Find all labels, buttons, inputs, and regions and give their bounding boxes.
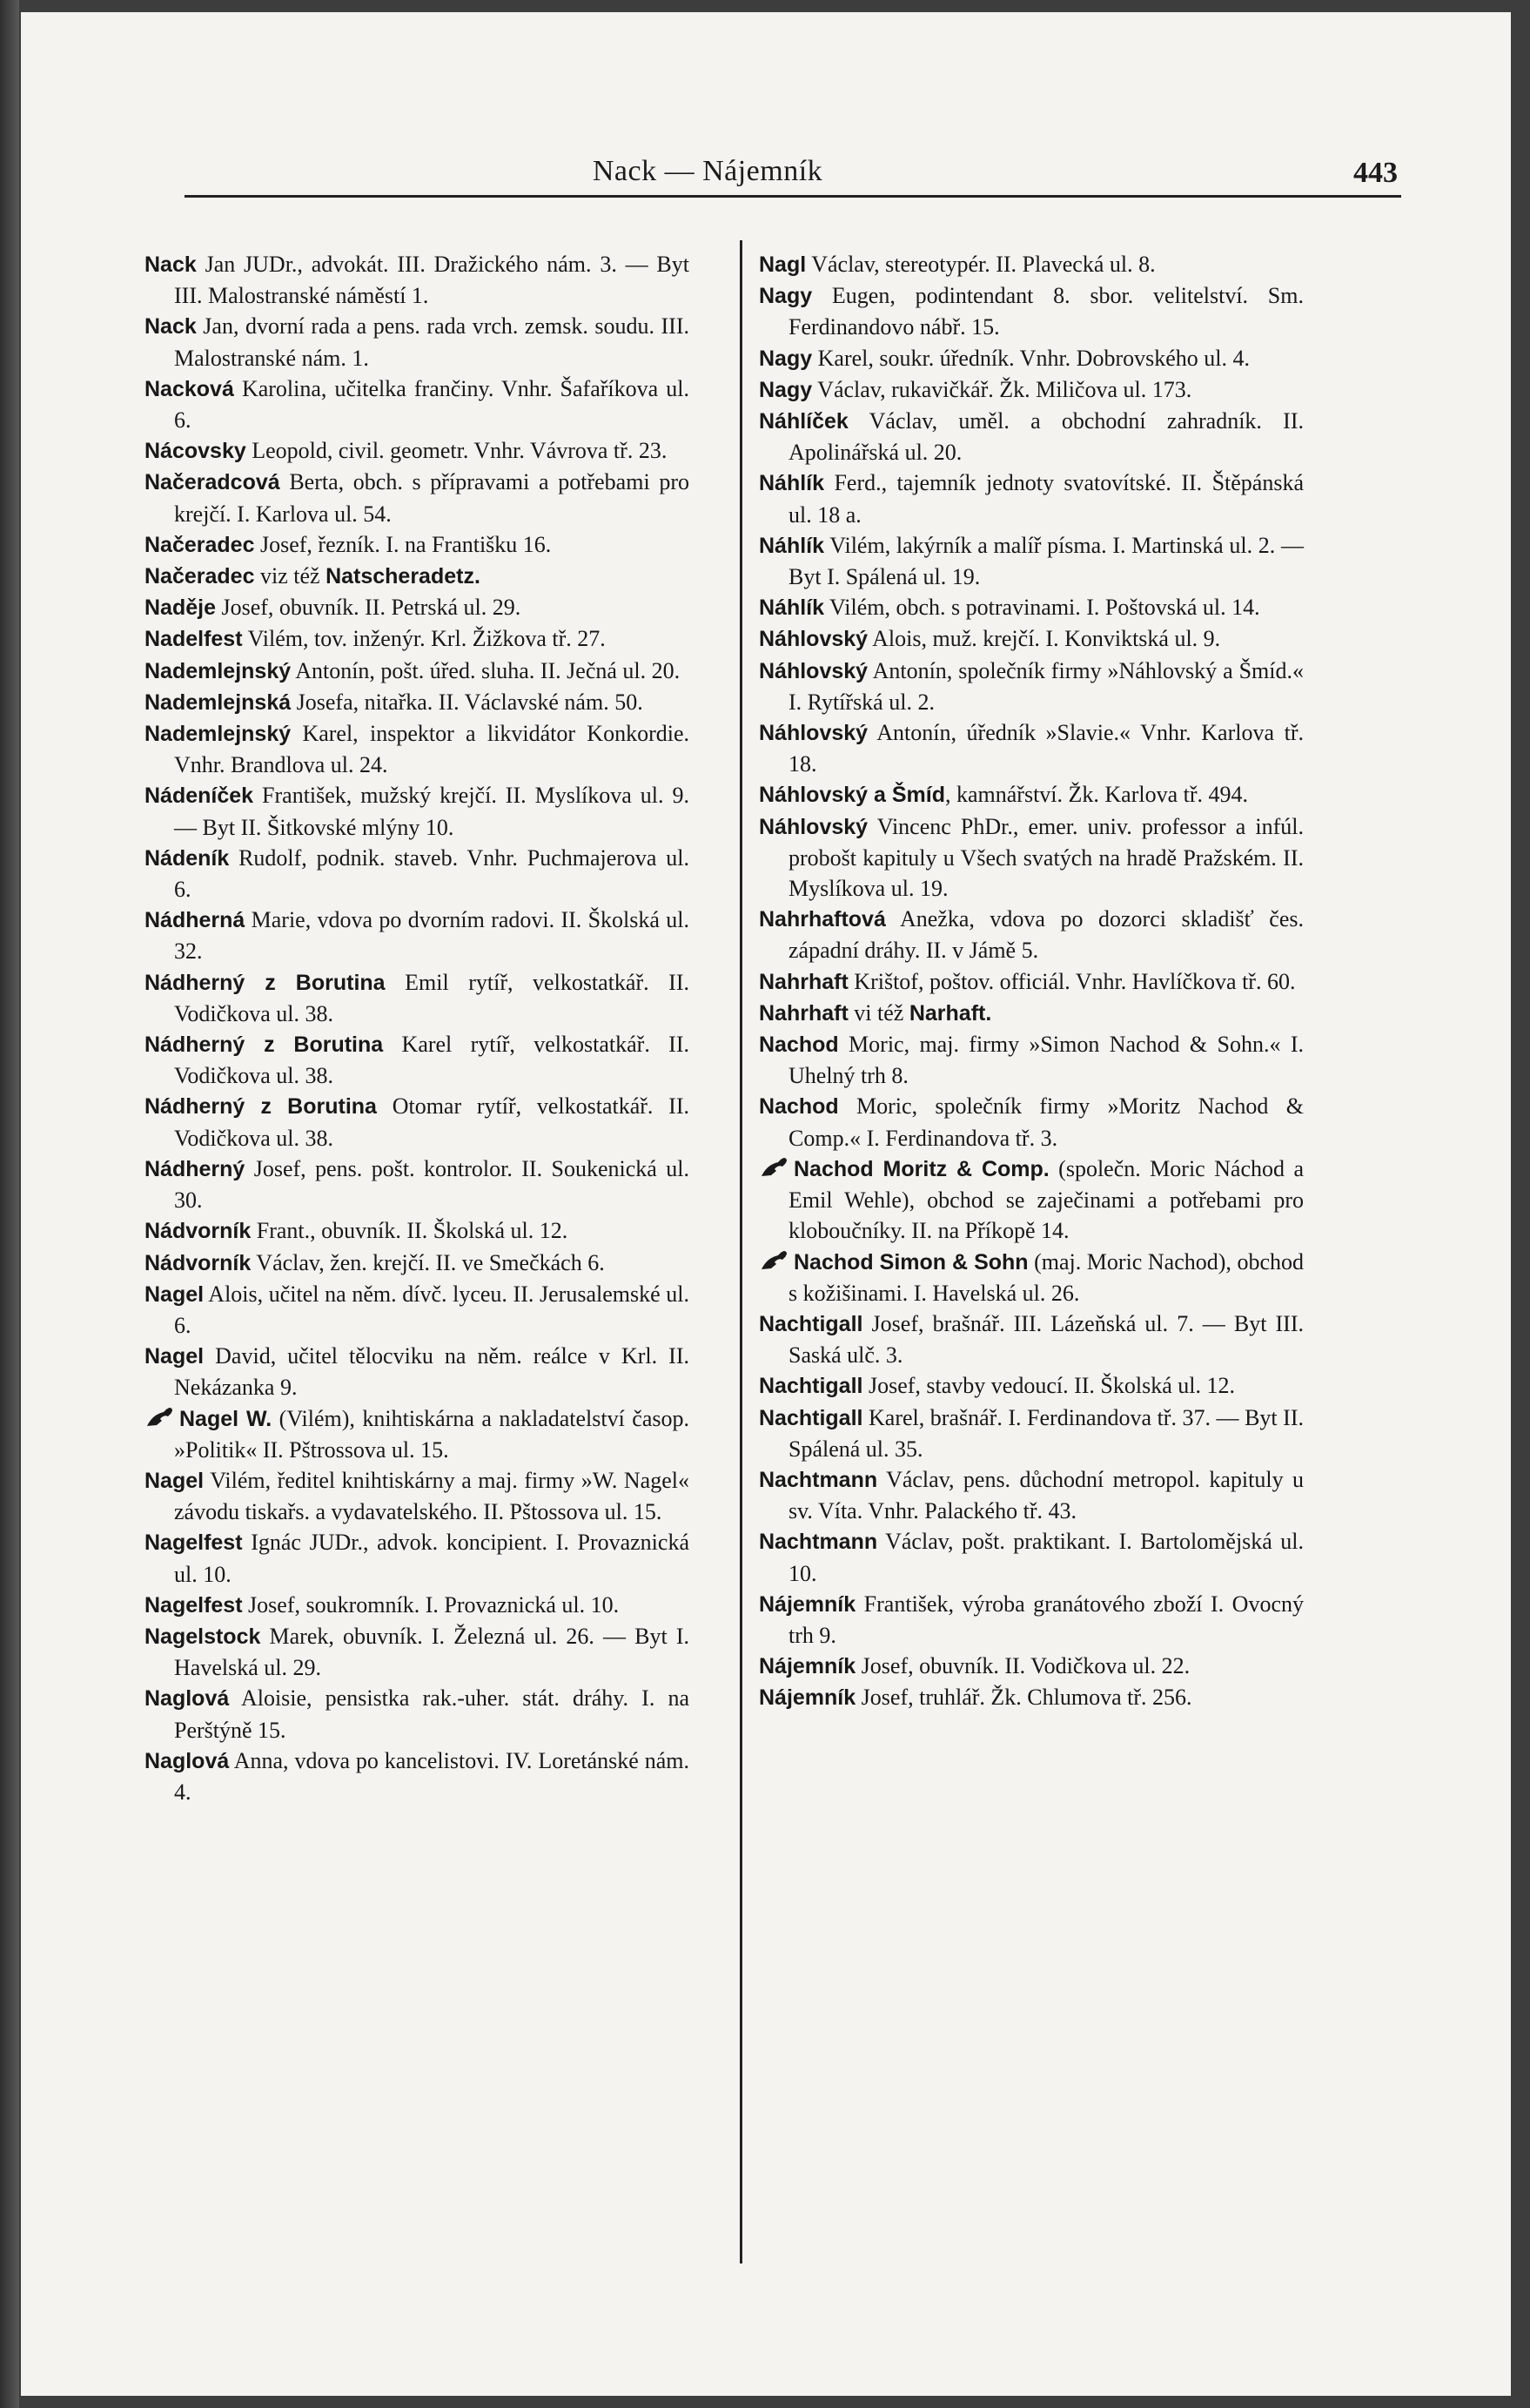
entry-name: Nademlejnský [144,722,292,747]
entry-name: Nagelstock [144,1624,261,1649]
right-column [759,249,1304,1714]
directory-entry [759,998,1304,1029]
entry-name: Nájemník [759,1685,856,1711]
directory-entry [144,1683,689,1745]
entry-name: Nagel W. [179,1406,272,1431]
telephone-hand-icon [144,1403,174,1434]
directory-entry [144,780,689,842]
directory-entry [759,1589,1304,1651]
entry-name: Nachod Simon & Sohn [794,1249,1029,1275]
entry-name: Nagel [144,1468,205,1493]
directory-entry [144,656,689,687]
entry-name: Nahrhaft [759,969,849,994]
entry-name: Nagel [144,1281,205,1307]
entry-details: Karel, inspektor a likvidátor Konkordie. Vnhr. Brandlova ul. 24. [174,721,689,778]
entry-details: vi též [848,999,909,1026]
entry-details: Vincenc PhDr., emer. univ. professor a infúl. probošt kapituly u Všech svatých na hradě Pražském. II. Myslíkova ul. 19. [788,813,1304,902]
directory-entry [759,280,1304,342]
entry-name: Nademlejnský [144,658,292,683]
entry-name: Nádherný [144,1156,245,1181]
entry-name: Nagel [144,1344,205,1369]
directory-entry [144,1403,689,1465]
directory-entry [144,467,689,528]
entry-details: viz též [254,563,326,589]
directory-entry [144,1341,689,1402]
directory-entry [759,249,1304,280]
entry-details: Josef, stavby vedoucí. II. Školská ul. 12. [862,1373,1235,1399]
cross-reference: Narhaft. [909,1000,992,1026]
page-number: 443 [1353,157,1398,189]
entry-details: Antonín, společník firmy »Náhlovský a Šmíd.« I. Rytířská ul. 2. [788,657,1304,715]
entry-name: Nademlejnská [144,689,292,715]
entry-details: Václav, rukavičkář. Žk. Miličova ul. 173. [812,376,1192,402]
entry-name: Náhlovský [759,627,869,652]
entry-name: Náhlík [759,533,825,558]
directory-entry [144,1154,689,1215]
directory-entry [144,435,689,467]
entry-name: Nádherný z Borutina [144,970,386,995]
directory-entry [144,718,689,780]
directory-entry [759,406,1304,467]
directory-entry [759,530,1304,592]
entry-details: Václav, stereotypér. II. Plavecká ul. 8. [806,252,1156,277]
entry-details: (Vilém), knihtiskárna a nakladatelství časop. »Politik« II. Pštrossova ul. 15. [174,1405,689,1463]
entry-name: Nack [144,314,197,340]
entry-details: Alois, muž. krejčí. I. Konviktská ul. 9. [868,626,1221,652]
left-column [144,249,689,1807]
entry-name: Nagy [759,377,813,402]
entry-name: Nagl [759,252,807,277]
directory-entry [144,1279,689,1341]
entry-name: Nádeníček [144,784,254,809]
entry-details: Moric, maj. firmy »Simon Nachod & Sohn.« I. Uhelný trh 8. [788,1032,1304,1089]
directory-entry [759,1308,1304,1370]
page-title: Nack — Nájemník [592,155,823,187]
directory-page [21,12,1511,2396]
entry-name: Nácovsky [144,439,246,464]
directory-entry [759,1247,1304,1308]
directory-entry [759,1154,1304,1247]
entry-name: Načeradec [144,564,255,589]
entry-details: Josef, pens. pošt. kontrolor. II. Soukenická ul. 30. [174,1155,689,1214]
directory-entry [144,373,689,435]
directory-entry [144,311,689,373]
page-edge-shadow [0,0,19,2408]
entry-details: Josef, soukromník. I. Provaznická ul. 10. [242,1591,620,1618]
entry-name: Nagy [759,346,813,371]
entry-name: Nachod [759,1094,839,1120]
entry-details: Emil rytíř, velkostatkář. II. Vodičkova ul. 38. [174,969,689,1026]
entry-details: František, výroba granátového zboží I. Ovocný trh 9. [788,1591,1304,1648]
entry-details: Karel, soukr. úředník. Vnhr. Dobrovského ul. 4. [812,345,1250,371]
header-rule [185,195,1401,198]
directory-entry [759,1402,1304,1464]
entry-name: Náhlovský [759,658,869,683]
entry-details: Josef, truhlář. Žk. Chlumova tř. 256. [856,1685,1192,1711]
entry-details: Vilém, lakýrník a malíř písma. I. Martinská ul. 2. — Byt I. Spálená ul. 19. [788,532,1304,590]
entry-name: Nachtigall [759,1311,863,1336]
directory-entry [144,1590,689,1621]
entry-details: Rudolf, podnik. staveb. Vnhr. Puchmajerova ul. 6. [174,844,689,903]
directory-entry [144,687,689,718]
entry-name: Nádherná [144,908,245,933]
directory-entry [144,623,689,655]
directory-entry [759,904,1304,965]
entry-name: Nachod [759,1032,839,1058]
entry-name: Nachtmann [759,1530,878,1555]
entry-name: Nacková [144,376,234,401]
entry-name: Nachtmann [759,1467,878,1492]
entry-details: Leopold, civil. geometr. Vnhr. Vávrova tř. 23. [245,438,668,464]
entry-name: Nahrhaft [759,1000,849,1026]
entry-name: Nájemník [759,1591,856,1617]
directory-entry [144,1527,689,1589]
telephone-hand-icon [759,1154,788,1184]
entry-details: Ignác JUDr., advok. koncipient. I. Provaznická ul. 10. [174,1530,689,1587]
directory-entry [759,1651,1304,1682]
directory-entry [144,1621,689,1683]
entry-name: Náhlovský a Šmíd [759,783,945,808]
directory-entry [759,811,1304,905]
directory-entry [759,623,1304,655]
entry-details: Václav, pošt. praktikant. I. Bartolomějská ul. 10. [788,1529,1304,1586]
entry-details: (společn. Moric Náchod a Emil Wehle), obchod se zaječinami a potřebami pro kloboučníky. II. na Příkopě 14. [788,1155,1304,1244]
entry-details: Václav, žen. krejčí. II. ve Smečkách 6. [251,1249,605,1275]
entry-name: Nádeník [144,845,230,871]
directory-entry [144,905,689,966]
entry-name: Načeradcová [144,470,280,495]
entry-details: Vilém, ředitel knihtiskárny a maj. firmy »W. Nagel« závodu tiskařs. a vydavatelského. II. Pštossova ul. 15. [174,1467,689,1525]
directory-entry [144,1029,689,1091]
entry-details: Vilém, tov. inženýr. Krl. Žižkova tř. 27. [242,626,606,652]
directory-entry [759,656,1304,717]
column-divider [740,240,742,2263]
entry-details: Jan JUDr., advokát. III. Dražického nám. 3. — Byt III. Malostranské náměstí 1. [174,252,689,309]
entry-details: Karolina, učitelka frančiny. Vnhr. Šafaříkova ul. 6. [174,375,689,434]
directory-entry [144,843,689,905]
directory-entry [144,1745,689,1807]
entry-name: Nagy [759,284,813,309]
entry-details: Berta, obch. s přípravami a potřebami pro krejčí. I. Karlova ul. 54. [174,469,689,527]
directory-entry [144,1465,689,1527]
entry-name: Nack [144,252,197,277]
directory-entry [759,1526,1304,1588]
entry-details: Karel, brašnář. I. Ferdinandova tř. 37. — Byt II. Spálená ul. 35. [788,1404,1304,1462]
entry-name: Nádvorník [144,1219,252,1244]
entry-details: Marie, vdova po dvorním radovi. II. Školská ul. 32. [174,907,689,965]
entry-details: Ferd., tajemník jednoty svatovítské. II. Štěpánská ul. 18 a. [788,470,1304,528]
entry-details: Josef, brašnář. III. Lázeňská ul. 7. — Byt III. Saská ulč. 3. [788,1310,1304,1369]
entry-details: Anna, vdova po kancelistovi. IV. Loretánské nám. 4. [174,1747,689,1805]
directory-entry [144,592,689,623]
directory-entry [759,779,1304,811]
entry-name: Načeradec [144,532,255,557]
directory-entry [759,1464,1304,1526]
entry-name: Naglová [144,1748,230,1773]
entry-details: Aloisie, pensistka rak.-uher. stát. dráhy. I. na Perštýně 15. [174,1685,689,1743]
entry-name: Nachtigall [759,1374,863,1399]
entry-details: Eugen, podintendant 8. sbor. velitelství. Sm. Ferdinandovo nábř. 15. [788,283,1304,340]
entry-details: Otomar rytíř, velkostatkář. II. Vodičkova ul. 38. [174,1093,689,1151]
cross-reference: Natscheradetz. [325,564,480,589]
directory-entry [759,343,1304,374]
directory-entry [759,1091,1304,1153]
entry-name: Nadelfest [144,627,243,652]
directory-entry [144,1215,689,1247]
directory-entry [144,249,689,311]
entry-name: Náhlovský [759,721,869,746]
entry-details: Frant., obuvník. II. Školská ul. 12. [251,1218,568,1244]
entry-details: Josef, obuvník. II. Petrská ul. 29. [215,595,521,621]
entry-details: Václav, uměl. a obchodní zahradník. II. Apolinářská ul. 20. [788,408,1304,466]
telephone-hand-icon [759,1247,788,1277]
directory-entry [144,967,689,1029]
entry-details: Vilém, obch. s potravinami. I. Poštovská ul. 14. [824,595,1260,621]
directory-entry [144,561,689,592]
directory-entry [144,529,689,561]
entry-name: Náhlovský [759,814,869,839]
entry-details: Anežka, vdova po dozorci skladišť čes. západní dráhy. II. v Jámě 5. [788,906,1304,964]
directory-entry [759,1682,1304,1713]
entry-details: Václav, pens. důchodní metropol. kapituly u sv. Víta. Vnhr. Palackého tř. 43. [788,1466,1304,1524]
entry-name: Naglová [144,1686,230,1712]
entry-name: Naděje [144,595,216,621]
entry-name: Nájemník [759,1654,856,1679]
entry-name: Nahrhaftová [759,907,886,932]
directory-entry [759,467,1304,529]
entry-name: Náhlíček [759,409,849,434]
entry-name: Náhlík [759,595,825,621]
entry-details: Karel rytíř, velkostatkář. II. Vodičkova ul. 38. [174,1032,689,1089]
entry-name: Nachtigall [759,1405,863,1430]
entry-details: František, mužský krejčí. II. Myslíkova ul. 9. — Byt II. Šitkovské mlýny 10. [174,783,689,840]
entry-details: (maj. Moric Nachod), obchod s kožišinami. I. Havelská ul. 26. [788,1248,1304,1306]
entry-details: David, učitel tělocviku na něm. reálce v Krl. II. Nekázanka 9. [174,1343,689,1401]
entry-details: Antonín, pošt. úřed. sluha. II. Ječná ul. 20. [291,657,681,683]
entry-name: Nádvorník [144,1250,252,1275]
entry-name: Nagelfest [144,1530,243,1556]
entry-details: Antonín, úředník »Slavie.« Vnhr. Karlova tř. 18. [788,720,1304,777]
entry-details: Josef, řezník. I. na Františku 16. [254,531,552,557]
entry-details: , kamnářství. Žk. Karlova tř. 494. [944,782,1249,808]
entry-details: Josefa, nitařka. II. Václavské nám. 50. [291,689,643,715]
directory-entry [144,1248,689,1279]
entry-name: Nachod Moritz & Comp. [794,1156,1050,1181]
entry-name: Náhlík [759,471,825,496]
entry-details: Krištof, poštov. officiál. Vnhr. Havlíčkova tř. 60. [848,968,1296,994]
entry-name: Nagelfest [144,1592,243,1618]
directory-entry [759,1029,1304,1091]
entry-details: Marek, obuvník. I. Železná ul. 26. — Byt I. Havelská ul. 29. [174,1623,689,1681]
directory-entry [759,374,1304,406]
directory-entry [759,1370,1304,1402]
entry-name: Nádherný z Borutina [144,1032,384,1058]
directory-entry [759,966,1304,998]
directory-entry [144,1091,689,1153]
entry-details: Josef, obuvník. II. Vodičkova ul. 22. [856,1653,1191,1679]
entry-details: Moric, společník firmy »Moritz Nachod & Comp.« I. Ferdinandova tř. 3. [788,1093,1304,1151]
entry-details: Alois, učitel na něm. dívč. lyceu. II. Jerusalemské ul. 6. [174,1281,689,1338]
entry-name: Nádherný z Borutina [144,1094,377,1120]
directory-entry [759,717,1304,779]
directory-entry [759,592,1304,623]
entry-details: Jan, dvorní rada a pens. rada vrch. zemsk. soudu. III. Malostranské nám. 1. [174,313,689,371]
